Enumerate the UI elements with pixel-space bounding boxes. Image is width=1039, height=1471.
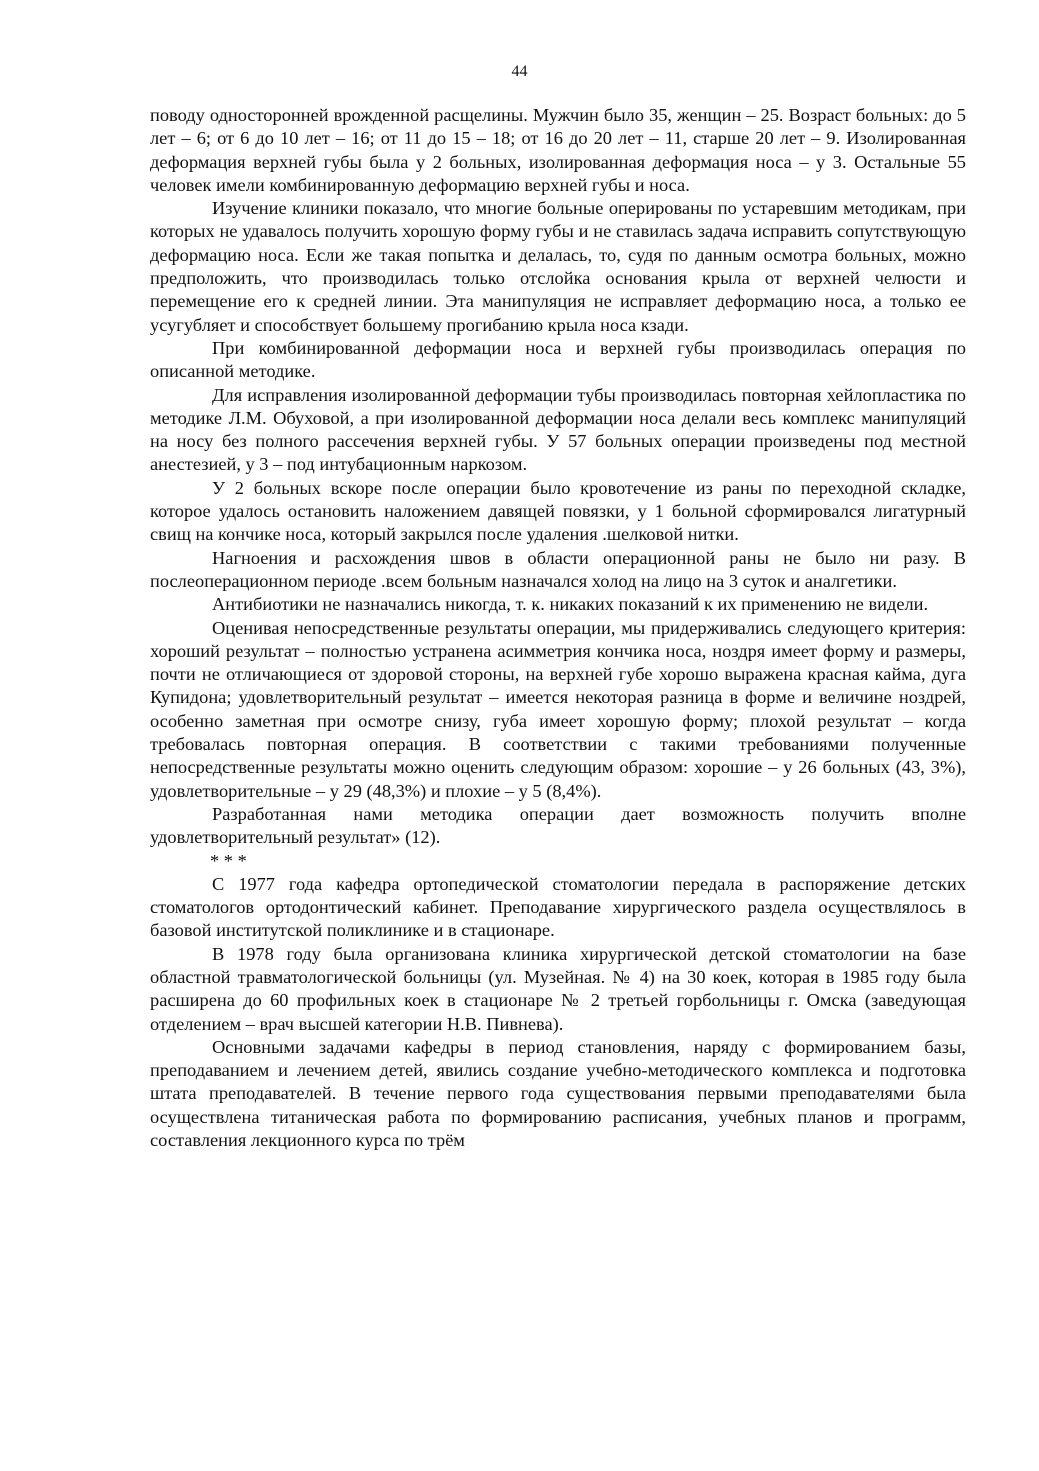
paragraph: Оценивая непосредственные результаты операции, мы придерживались следующего критерия: хороший результат – полностью устранена асимметрия кончика носа, ноздря имеет форму и размеры, почти не отличающиеся от здоровой стороны, на верхней губе хорошо выражена красная кайма, дуга Купидона; удовлетворительный результат – имеется некоторая разница в форме и величине ноздрей, особенно заметная при осмотре снизу, губа имеет хорошую форму; плохой результат – когда требовалась повторная операция. В соответствии с такими требованиями полученные непосредственные результаты можно оценить следующим образом: хорошие – у 26 больных (43, 3%), удовлетворительные – у 29 (48,3%) и плохие – у 5 (8,4%). [150, 617, 966, 801]
paragraph: поводу односторонней врожденной расщелины. Мужчин было 35, женщин – 25. Возраст больных: до 5 лет – 6; от 6 до 10 лет – 16; от 11 до 15 – 18; от 16 до 20 лет – 11, старше 20 лет – 9. Изолированная деформация верхней губы была у 2 больных, изолированная деформация носа – у 3. Остальные 55 человек имели комбинированную деформацию верхней губы и носа. [150, 105, 966, 195]
paragraph: Нагноения и расхождения швов в области операционной раны не было ни разу. В послеоперационном периоде .всем больным назначался холод на лицо на 3 суток и аналгетики. [150, 547, 966, 591]
paragraph: С 1977 года кафедра ортопедической стоматологии передала в распоряжение детских стоматологов ортодонтический кабинет. Преподавание хирургического раздела осуществлялось в базовой институтской поликлинике и в стационаре. [150, 873, 966, 941]
paragraph: Разработанная нами методика операции дает возможность получить вполне удовлетворительный результат» (12). [150, 803, 966, 848]
paragraph: Антибиотики не назначались никогда, т. к. никаких показаний к их применению не видели. [212, 594, 929, 615]
page-number: 44 [511, 63, 528, 80]
paragraph: Изучение клиники показало, что многие больные оперированы по устаревшим методикам, при которых не удавалось получить хорошую форму губы и не ставилась задача исправить сопутствующую деформацию носа. Если же такая попытка и делалась, то, судя по данным осмотра больных, можно предположить, что производилась только отслойка основания крыла от верхней челюсти и перемещение его к средней линии. Эта манипуляция не исправляет деформацию носа, а только ее усугубляет и способствует большему прогибанию крыла носа кзади. [150, 198, 966, 335]
paragraph: У 2 больных вскоре после операции было кровотечение из раны по переходной складке, которое удалось остановить наложением давящей повязки, у 1 больной сформировался лигатурный свищ на кончике носа, который закрылся после удаления .шелковой нитки. [150, 477, 966, 545]
paragraph: При комбинированной деформации носа и верхней губы производилась операция по описанной методике. [150, 337, 966, 382]
paragraph: Для исправления изолированной деформации тубы производилась повторная хейлопластика по методике Л.М. Обуховой, а при изолированной деформации носа делали весь комплекс манипуляций на носу без полного рассечения верхней губы. У 57 больных операции произведены под местной анестезией, у 3 – под интубационным наркозом. [150, 384, 966, 475]
paragraph: В 1978 году была организована клиника хирургической детской стоматологии на базе областной травматологической больницы (ул. Музейная. № 4) на 30 коек, которая в 1985 году была расширена до 60 профильных коек в стационаре № 2 третьей горбольницы г. Омска (заведующая отделением – врач высшей категории Н.В. Пивнева). [150, 943, 966, 1034]
section-separator: * * * [210, 850, 247, 871]
body-text [150, 104, 966, 1152]
paragraph: Основными задачами кафедры в период становления, наряду с формированием базы, преподаванием и лечением детей, явились создание учебно-методического комплекса и подготовка штата преподавателей. В течение первого года существования первыми преподавателями была осуществлена титаническая работа по формированию расписания, учебных планов и программ, составления лекционного курса по трём [150, 1036, 966, 1151]
